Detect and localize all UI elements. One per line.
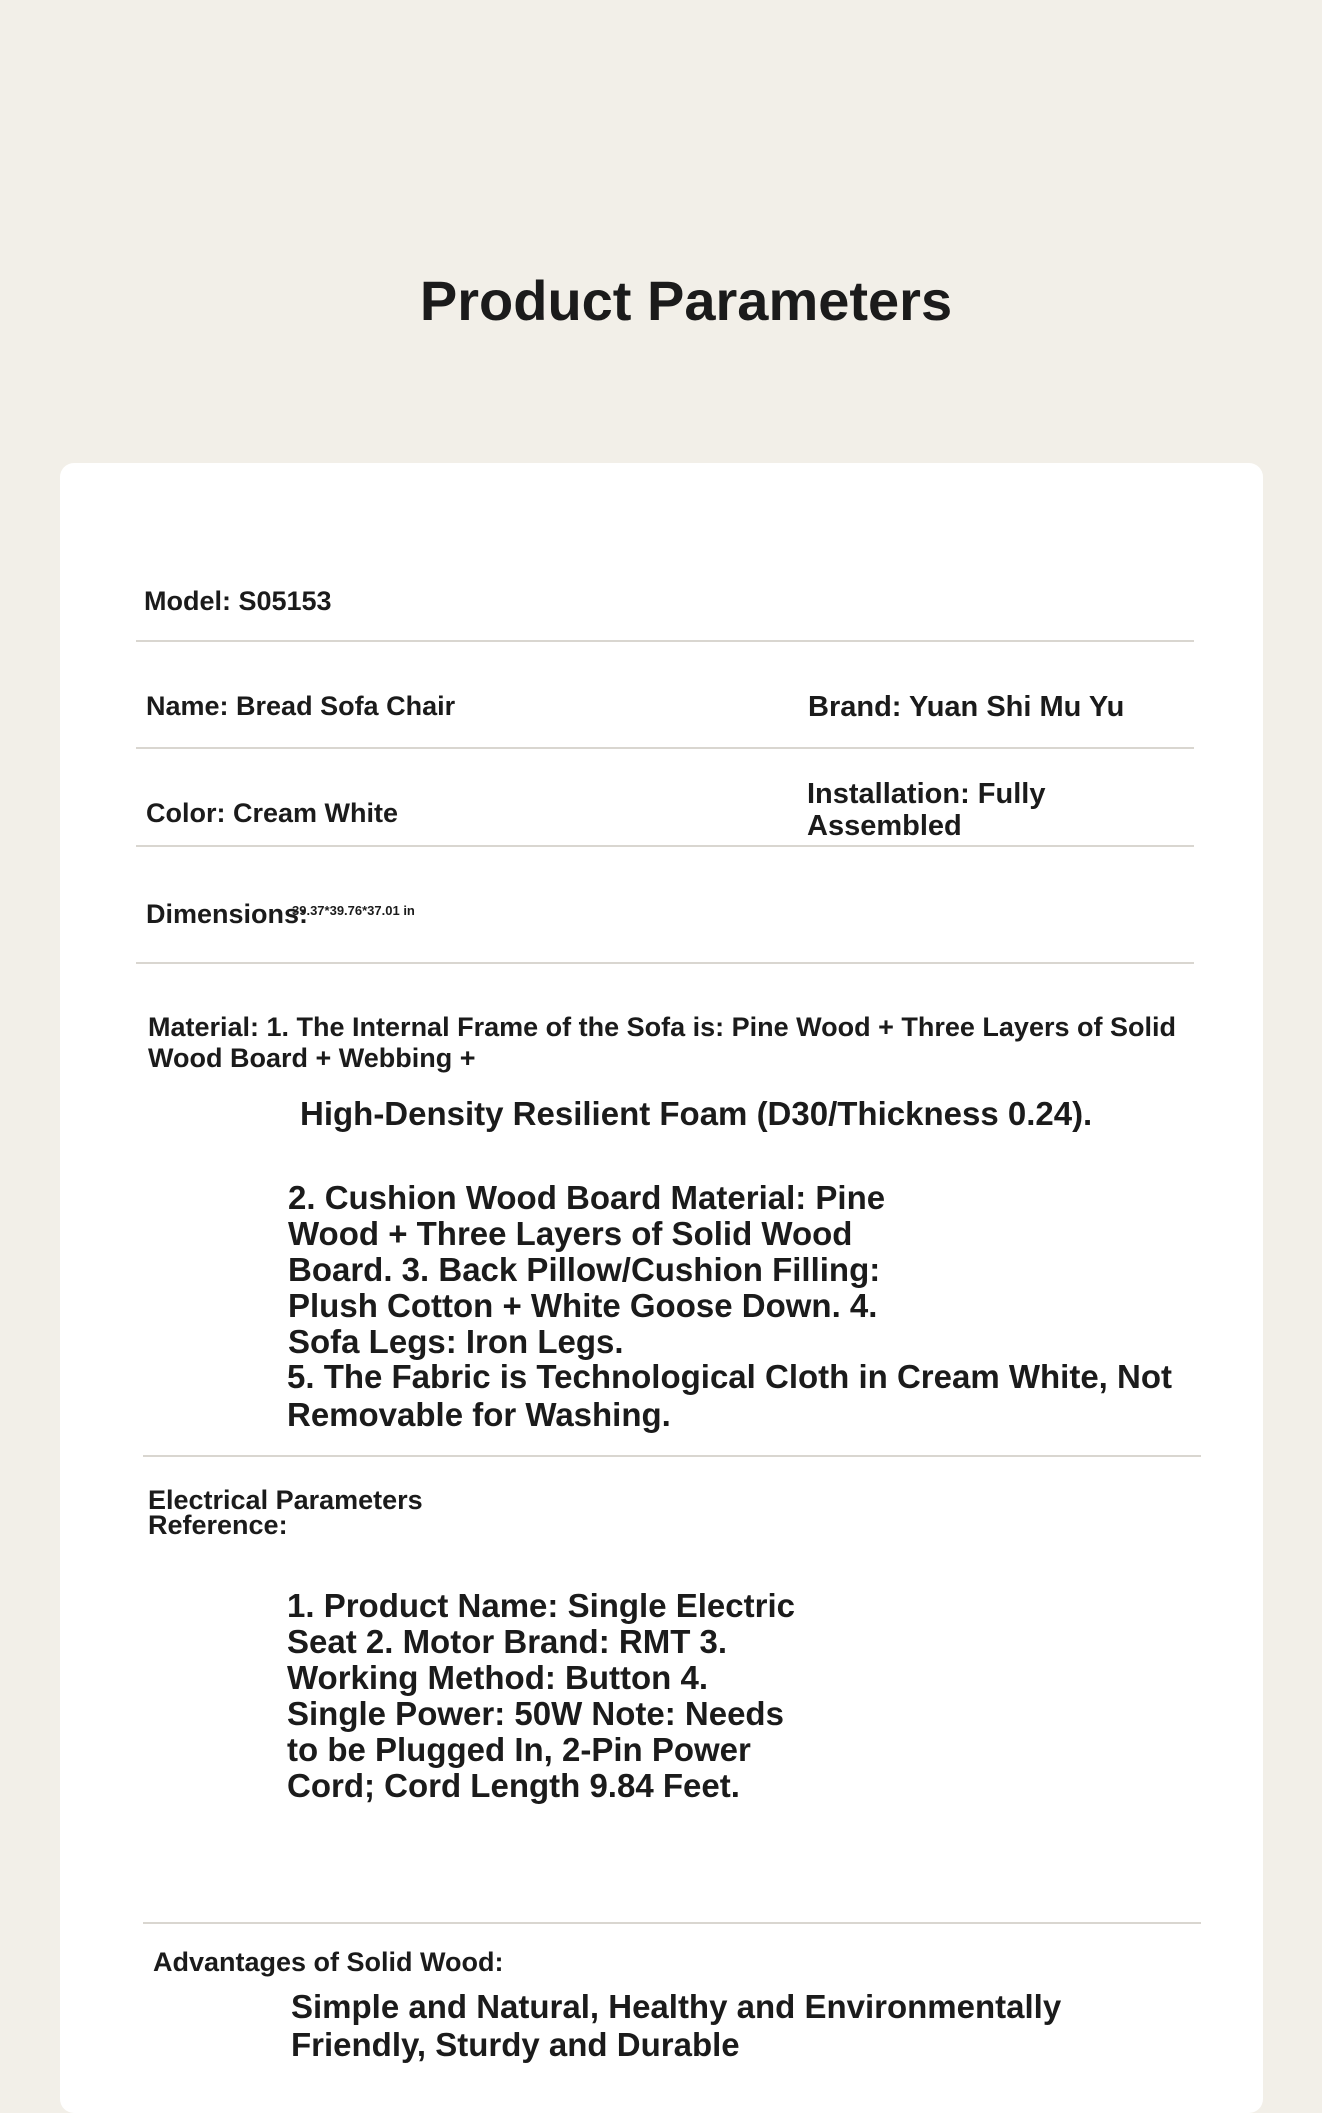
material-details: 2. Cushion Wood Board Material: Pine Wood + Three Layers of Solid Wood Board. 3. Back Pillow/Cushion Filling: Plush Cotton + White Goose Down. 4. Sofa Legs: Iron Legs. — [288, 1179, 886, 1360]
divider — [143, 1922, 1201, 1924]
divider — [136, 640, 1194, 642]
electrical-details: 1. Product Name: Single Electric Seat 2. Motor Brand: RMT 3. Working Method: Button 4. Single Power: 50W Note: Needs to be Plugged In, 2-Pin Power Cord; Cord Length 9.84 Feet. — [287, 1587, 795, 1804]
material-foam: High-Density Resilient Foam (D30/Thickness 0.24). — [300, 1095, 1093, 1132]
page-title: Product Parameters — [419, 269, 953, 332]
divider — [136, 845, 1194, 847]
model-text: Model: S05153 — [144, 586, 332, 616]
material-fabric: 5. The Fabric is Technological Cloth in Cream White, Not Removable for Washing. — [287, 1358, 1172, 1433]
divider — [143, 1455, 1201, 1457]
advantages-heading: Advantages of Solid Wood: — [153, 1947, 504, 1977]
advantages-text: Simple and Natural, Healthy and Environmentally Friendly, Sturdy and Durable — [291, 1988, 1062, 2063]
divider — [136, 962, 1194, 964]
color-text: Color: Cream White — [146, 798, 399, 828]
dimensions-label: Dimensions: — [146, 899, 309, 929]
dimensions-value: 39.37*39.76*37.01 in — [292, 903, 415, 918]
name-text: Name: Bread Sofa Chair — [146, 691, 456, 721]
brand-text: Brand: Yuan Shi Mu Yu — [808, 691, 1125, 723]
electrical-heading: Electrical Parameters Reference: — [148, 1485, 423, 1540]
divider — [136, 747, 1194, 749]
material-intro: Material: 1. The Internal Frame of the Sofa is: Pine Wood + Three Layers of Solid Wood Board + Webbing + — [148, 1012, 1176, 1073]
installation-text: Installation: Fully Assembled — [807, 778, 1046, 842]
